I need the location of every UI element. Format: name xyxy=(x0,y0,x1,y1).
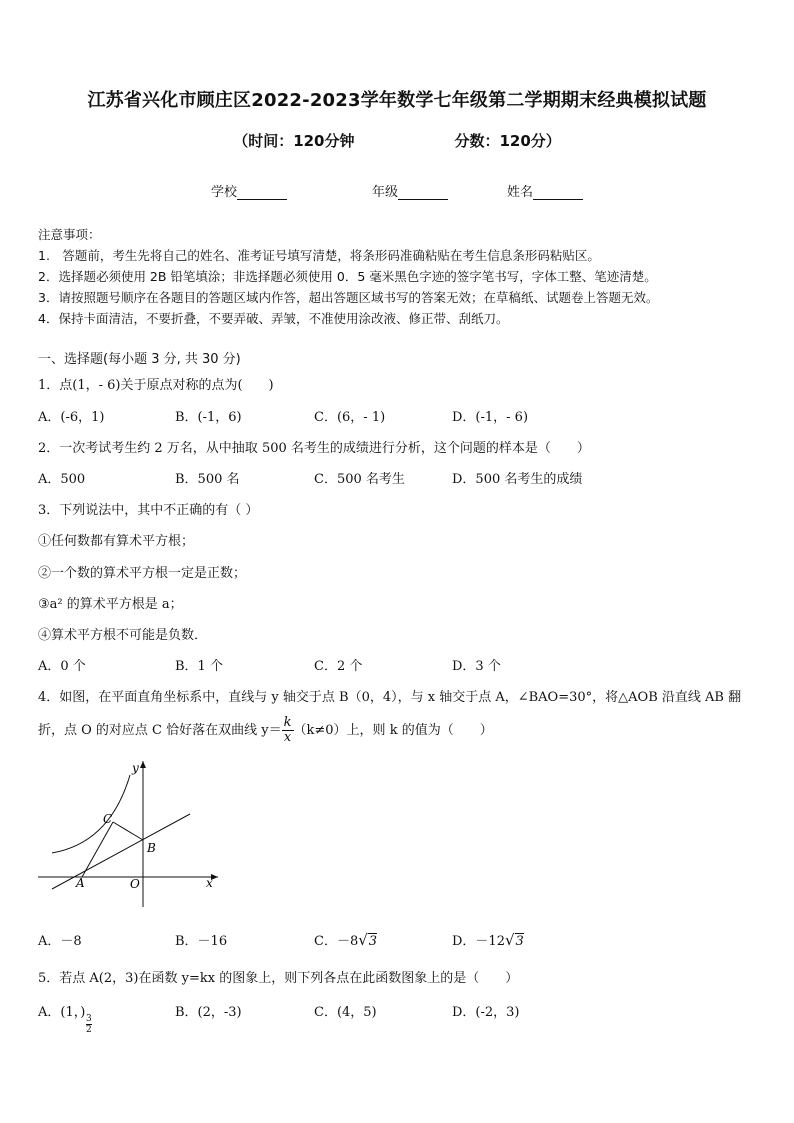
notes-heading: 注意事项： xyxy=(38,227,101,242)
q3-statement: ②一个数的算术平方根一定是正数； xyxy=(38,566,247,581)
grade-label: 年级 xyxy=(372,185,399,200)
q4-option-b[interactable]: B．－16 xyxy=(175,934,228,949)
q2-option-d[interactable]: D．500 名考生的成绩 xyxy=(452,472,583,487)
school-blank[interactable] xyxy=(237,186,287,200)
q5-option-c[interactable]: C．(4，5) xyxy=(314,1005,377,1020)
school-field[interactable] xyxy=(211,181,287,200)
q3-option-c[interactable]: C．2 个 xyxy=(314,659,363,674)
school-label: 学校 xyxy=(211,185,238,200)
q4-stem-part: 折，点 O 的对应点 C 恰好落在双曲线 y＝ xyxy=(38,723,282,738)
grade-blank[interactable] xyxy=(398,186,448,200)
q4-stem-part: （k≠0）上，则 k 的值为（ ） xyxy=(293,723,493,738)
origin-label: O xyxy=(130,877,140,891)
q5-option-a[interactable] xyxy=(38,1001,85,1020)
q4-option-d-text: D．－12 xyxy=(452,934,505,949)
grade-field[interactable] xyxy=(372,181,448,200)
q2-option-a[interactable]: A．500 xyxy=(38,472,86,487)
fraction-numerator: 3 xyxy=(86,1014,92,1024)
q4-option-d[interactable] xyxy=(452,930,524,949)
q3-option-b[interactable]: B．1 个 xyxy=(175,659,223,674)
y-axis-label: y xyxy=(132,761,139,775)
q4-option-c[interactable] xyxy=(314,930,377,949)
point-c-label: C xyxy=(103,812,113,826)
q3-statement: ③a² 的算术平方根是 a； xyxy=(38,597,183,612)
exam-score: 分数：120分） xyxy=(454,132,561,150)
name-label: 姓名 xyxy=(507,185,534,200)
q1-option-b[interactable]: B．(-1，6) xyxy=(175,410,242,425)
q4-option-a[interactable]: A．－8 xyxy=(38,934,82,949)
q5-option-d[interactable]: D．(-2，3) xyxy=(452,1005,520,1020)
q4-option-d-radicand: 3 xyxy=(515,934,524,949)
line-ab xyxy=(52,814,190,889)
exam-subtitle xyxy=(0,130,794,151)
question-4-stem-line1: 4．如图，在平面直角坐标系中，直线与 y 轴交于点 B（0，4），与 x 轴交于点 A，∠BAO=30°，将△AOB 沿直线 AB 翻 xyxy=(38,690,742,705)
question-1-stem: 1．点(1，- 6)关于原点对称的点为( ) xyxy=(38,378,274,393)
question-5-stem: 5．若点 A(2，3)在函数 y=kx 的图象上，则下列各点在此函数图象上的是（ ） xyxy=(38,971,519,986)
point-a-label: A xyxy=(76,876,85,890)
q5-option-a-close: ) xyxy=(80,1005,86,1020)
segment-cb xyxy=(113,822,143,840)
question-2-stem: 2．一次考试考生约 2 万名，从中抽取 500 名考生的成绩进行分析，这个问题的样本是（ ） xyxy=(38,441,590,456)
q2-option-b[interactable]: B．500 名 xyxy=(175,472,240,487)
q1-option-d[interactable]: D．(-1，- 6) xyxy=(452,410,529,425)
segment-ac xyxy=(82,822,113,877)
q3-option-d[interactable]: D．3 个 xyxy=(452,659,501,674)
section-title: 一、选择题(每小题 3 分, 共 30 分) xyxy=(38,352,241,367)
fraction-denominator: x xyxy=(283,730,292,745)
q1-option-a[interactable]: A．(-6，1) xyxy=(38,410,105,425)
note-item: 3．请按照题号顺序在各题目的答题区域内作答，超出答题区域书写的答案无效；在草稿纸、试题卷上答题无效。 xyxy=(38,290,659,305)
question-3-stem: 3．下列说法中，其中不正确的有（ ） xyxy=(38,503,259,518)
notes-block xyxy=(38,224,768,329)
q3-statement: ①任何数都有算术平方根； xyxy=(38,534,195,549)
q5-option-b[interactable]: B．(2，-3) xyxy=(175,1005,242,1020)
fraction-denominator: 2 xyxy=(86,1025,92,1035)
q5-option-a-text: A．(1， xyxy=(38,1005,81,1020)
k-over-x-fraction xyxy=(282,716,294,745)
q3-option-a[interactable]: A．0 个 xyxy=(38,659,86,674)
exam-title: 江苏省兴化市顾庄区2022-2023学年数学七年级第二学期期末经典模拟试题 xyxy=(87,90,707,111)
x-axis-label: x xyxy=(206,876,213,890)
exam-time: （时间：120分钟 xyxy=(233,132,355,150)
q2-option-c[interactable]: C．500 名考生 xyxy=(314,472,405,487)
coordinate-graph xyxy=(30,755,230,915)
q4-option-c-text: C．－8 xyxy=(314,934,359,949)
q4-option-c-radicand: 3 xyxy=(368,934,378,949)
point-b-label: B xyxy=(147,841,156,855)
q5-option-a-fraction xyxy=(86,1014,92,1035)
question-4-stem-line2 xyxy=(38,714,493,748)
q1-option-c[interactable]: C．(6，- 1) xyxy=(314,410,386,425)
note-item: 4．保持卡面清洁，不要折叠，不要弄破、弄皱，不准使用涂改液、修正带、刮纸刀。 xyxy=(38,311,509,326)
fraction-numerator: k xyxy=(283,715,292,730)
y-axis-arrow-icon xyxy=(140,761,146,768)
note-item: 1. 答题前，考生先将自己的姓名、准考证号填写清楚，将条形码准确粘贴在考生信息条形码粘贴区。 xyxy=(38,248,600,263)
name-field[interactable] xyxy=(507,181,583,200)
name-blank[interactable] xyxy=(533,186,583,200)
sqrt-icon: √ xyxy=(504,931,515,949)
sqrt-icon: √ xyxy=(358,931,368,949)
hyperbola-curve xyxy=(52,775,130,853)
note-item: 2．选择题必须使用 2B 铅笔填涂；非选择题必须使用 0．5 毫米黑色字迹的签字笔书写，字体工整、笔迹清楚。 xyxy=(38,269,657,284)
q3-statement: ④算术平方根不可能是负数． xyxy=(38,628,208,643)
